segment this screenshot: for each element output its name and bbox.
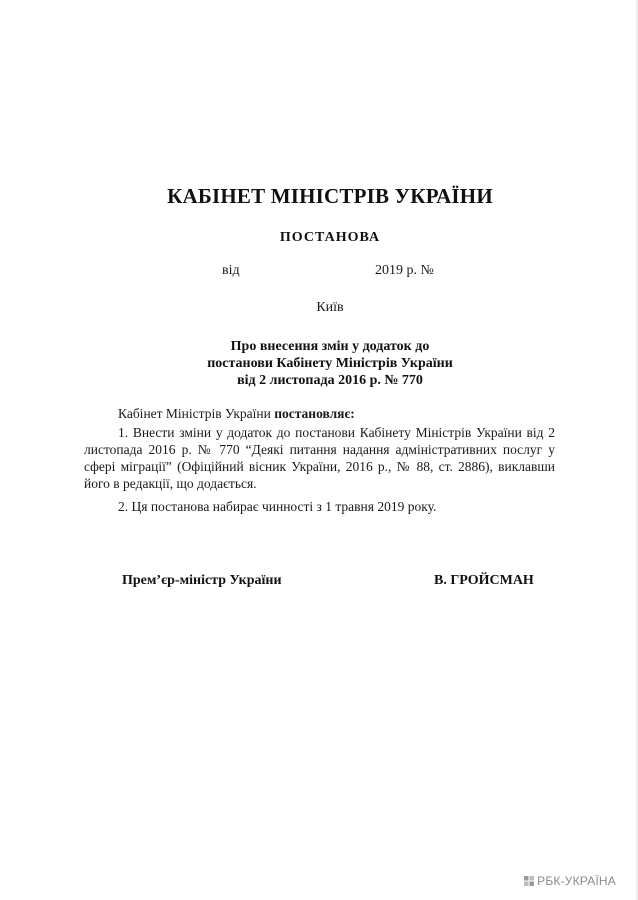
- resolution-body: [84, 405, 555, 515]
- watermark-text: РБК-УКРАЇНА: [537, 874, 616, 888]
- signer-title: Прем’єр-міністр України: [122, 573, 282, 588]
- heading-line: постанови Кабінету Міністрів України: [207, 356, 453, 371]
- watermark: [524, 874, 616, 888]
- clause-1: 1. Внести зміни у додаток до постанови Кабінету Міністрів України від 2 листопада 2016 р. № 770 “Деякі питання надання адміністративних послуг у сфері міграції” (Офіційний вісник України, 2016 р., № 88, ст. 2886), виклавши його в редакції, що додається.: [84, 425, 555, 491]
- signer-name: В. ГРОЙСМАН: [434, 573, 534, 588]
- document-type: ПОСТАНОВА: [279, 230, 381, 245]
- place-of-issue: Київ: [316, 300, 344, 315]
- intro-paragraph: [84, 405, 555, 422]
- heading-line: від 2 листопада 2016 р. № 770: [237, 373, 423, 388]
- resolution-heading: [0, 338, 638, 389]
- date-label: від: [222, 263, 240, 278]
- intro-verb: постановляє:: [274, 406, 355, 421]
- document-title: КАБІНЕТ МІНІСТРІВ УКРАЇНИ: [167, 184, 493, 208]
- intro-text: Кабінет Міністрів України: [118, 406, 275, 421]
- clause-2: 2. Ця постанова набирає чинності з 1 травня 2019 року.: [118, 499, 437, 514]
- date-year: 2019 р. №: [375, 263, 434, 278]
- heading-line: Про внесення змін у додаток до: [230, 339, 430, 354]
- rbc-logo-icon: [524, 876, 534, 886]
